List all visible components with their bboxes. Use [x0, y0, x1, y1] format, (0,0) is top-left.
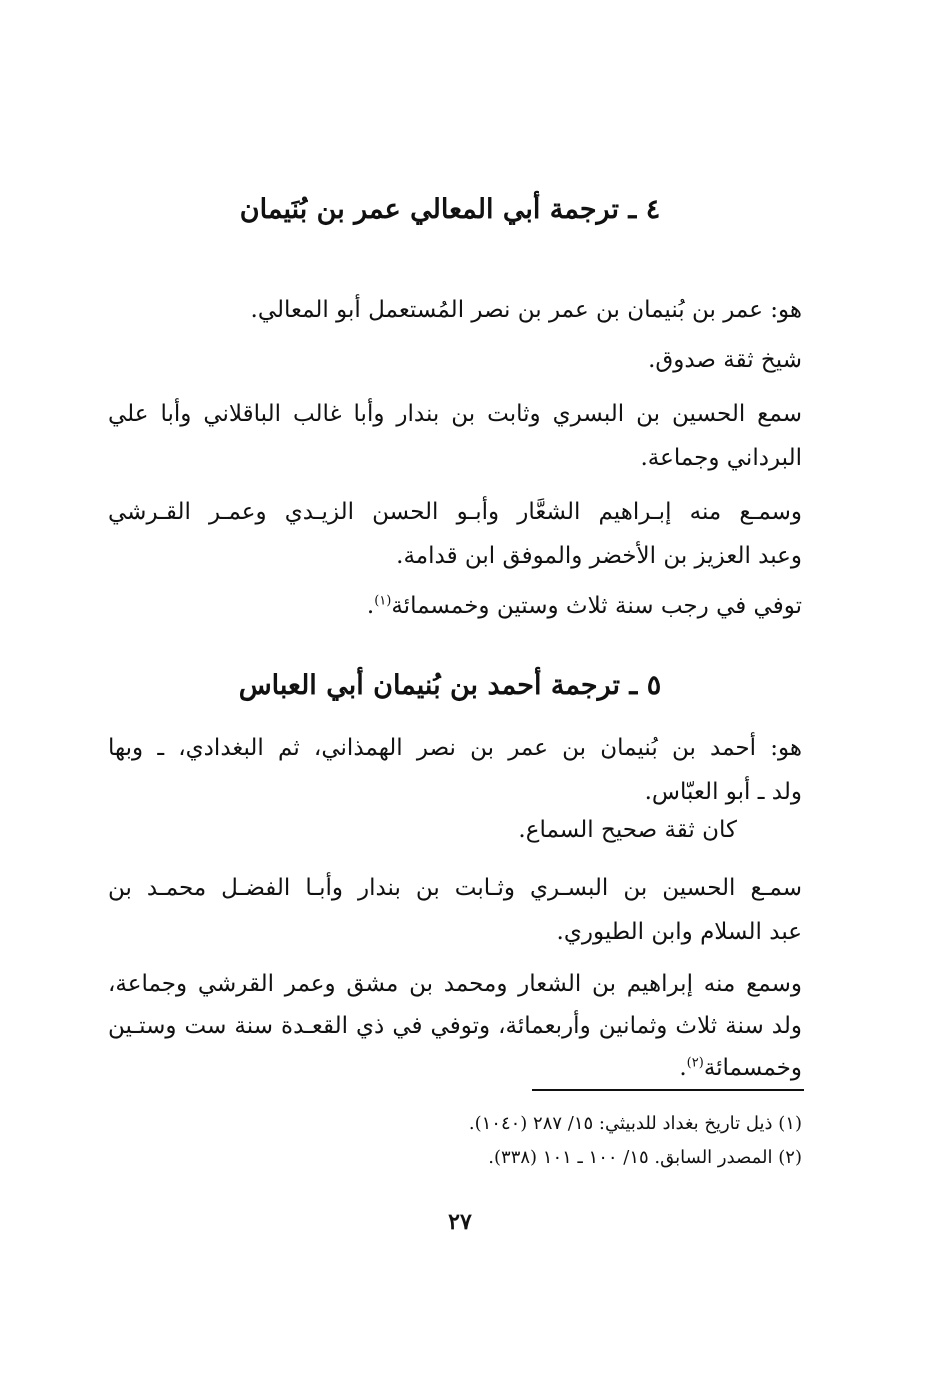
section-5-line-3: كان ثقة صحيح السماع. [518, 817, 737, 843]
section-4-line-5: وسمـع منه إبـراهيم الشعَّار وأبـو الحسن الزيـدي وعمـر القـرشي [108, 499, 802, 525]
section-4-line-1: هو: عمر بن بُنيمان بن عمر بن نصر المُستعمل أبو المعالي. [250, 297, 802, 323]
section-5-line-4: سمـع الحسين بن البسـري وثـابت بن بندار وأبـا الفضـل محمـد بن [108, 875, 802, 901]
section-4-heading: ٤ ـ ترجمة أبي المعالي عمر بن بُنَيمان [239, 194, 661, 225]
section-5-line-1: هو: أحمد بن بُنيمان بن عمر بن نصر الهمذاني، ثم البغدادي، ـ وبها [108, 735, 802, 761]
section-5-line-8-text: وخمسمائة [703, 1055, 802, 1081]
section-4-line-6: وعبد العزيز بن الأخضر والموفق ابن قدامة. [396, 543, 802, 569]
section-5-line-8-end: . [679, 1055, 687, 1081]
section-4-line-2: شيخ ثقة صدوق. [648, 347, 802, 373]
footnote-ref-2: (٢) [686, 1055, 704, 1071]
section-5-line-8 [679, 1046, 802, 1090]
section-5-heading: ٥ ـ ترجمة أحمد بن بُنيمان أبي العباس [238, 670, 662, 701]
section-4-line-7-end: . [366, 593, 375, 619]
footnote-1: (١) ذيل تاريخ بغداد للدبيثي: ١٥/ ٢٨٧ (١٠٤٠). [468, 1113, 802, 1134]
page-number: ٢٧ [448, 1209, 472, 1235]
section-4-line-3: سمع الحسين بن البسري وثابت بن بندار وأبا غالب الباقلاني وأبا علي [108, 401, 802, 427]
section-4-line-7-text: توفي في رجب سنة ثلاث وستين وخمسمائة [391, 593, 802, 619]
section-4-line-7 [367, 584, 802, 628]
section-5-line-7: ولد سنة ثلاث وثمانين وأربعمائة، وتوفي في ذي القعـدة سنة ست وستـين [108, 1013, 802, 1039]
section-4-line-4: البرداني وجماعة. [640, 445, 802, 471]
section-5-line-5: عبد السلام وابن الطيوري. [556, 919, 802, 945]
footnote-ref-1: (١) [374, 593, 392, 609]
footnote-2: (٢) المصدر السابق. ١٥/ ١٠٠ ـ ١٠١ (٣٣٨). [488, 1147, 802, 1168]
section-5-line-6: وسمع منه إبراهيم بن الشعار ومحمد بن مشق وعمر القرشي وجماعة، [108, 971, 802, 997]
footnote-separator [532, 1089, 804, 1091]
section-5-line-2: ولد ـ أبو العبّاس. [644, 779, 802, 805]
